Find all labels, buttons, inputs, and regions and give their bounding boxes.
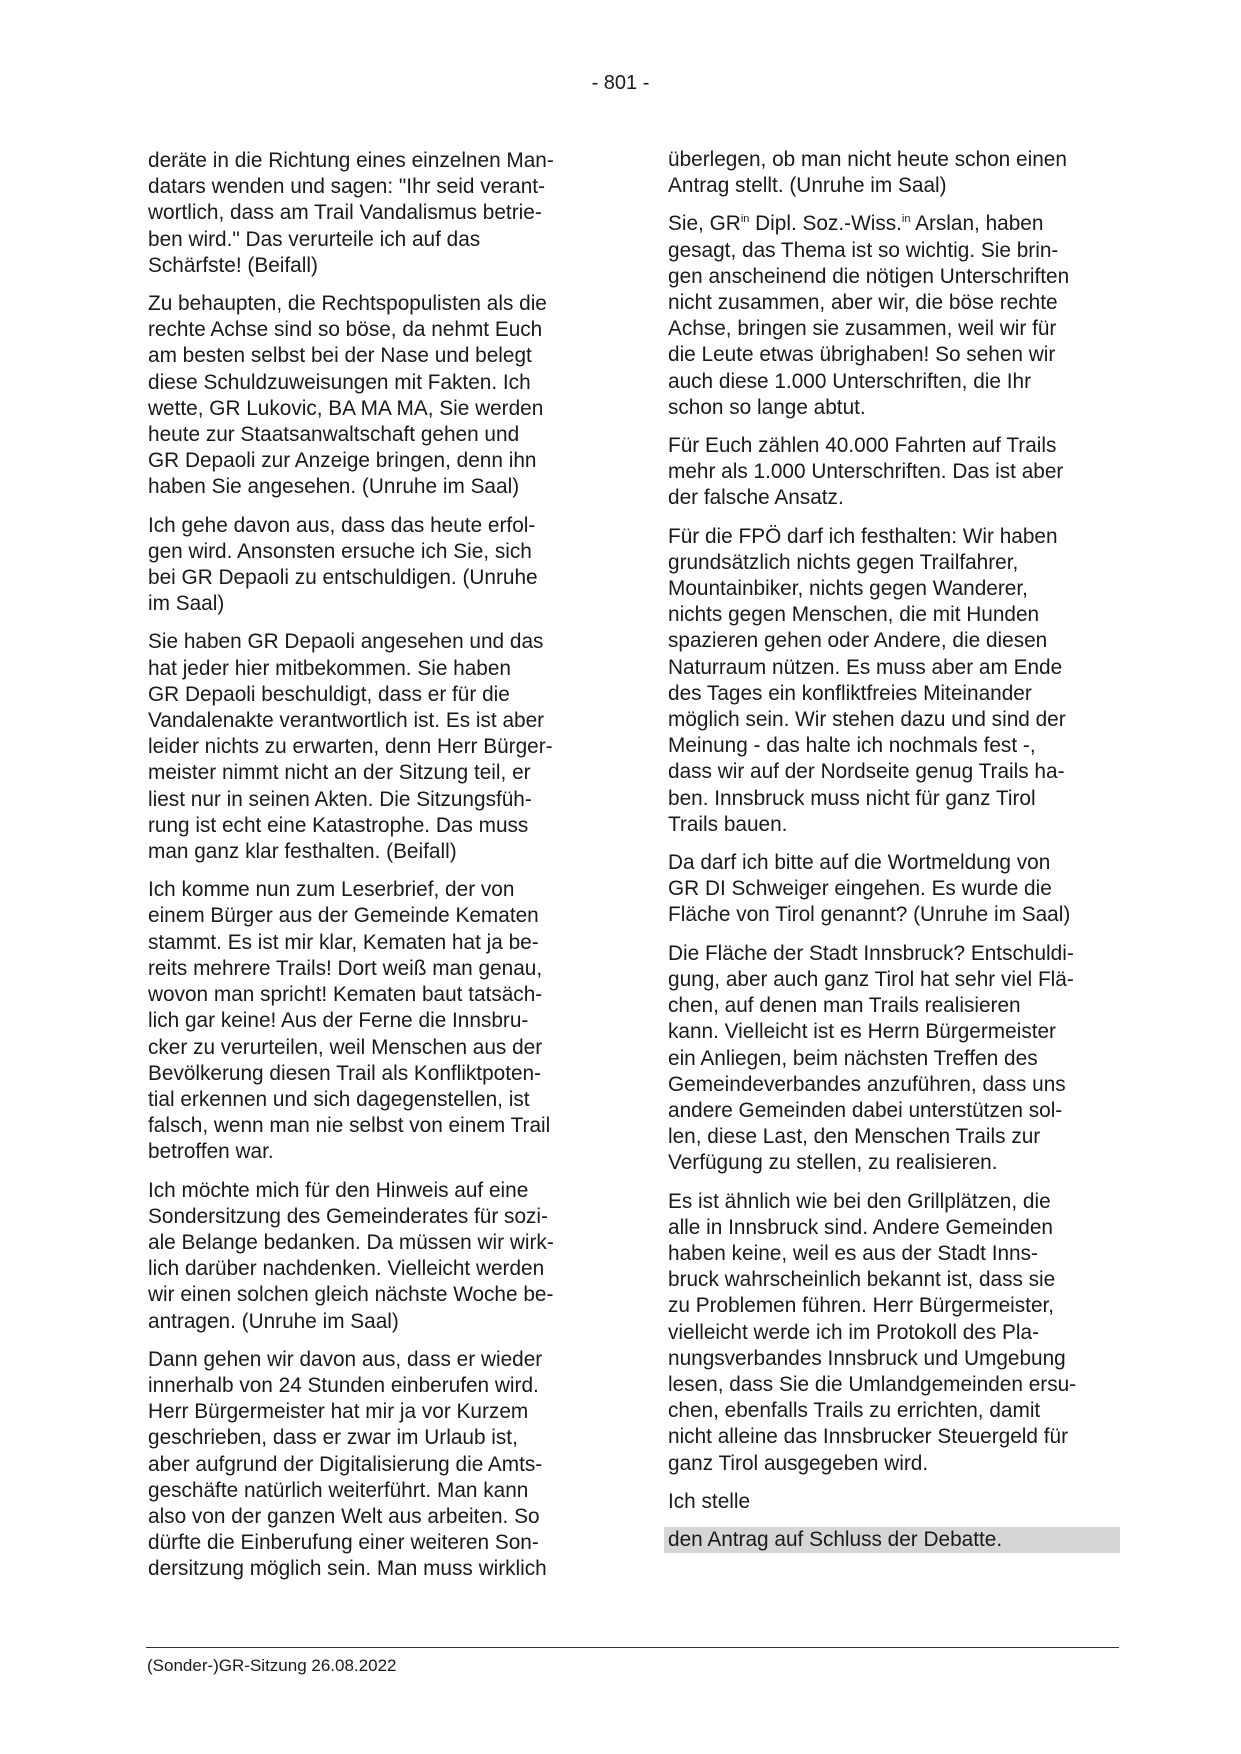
text-line: leider nichts zu erwarten, denn Herr Bürger- xyxy=(148,735,553,759)
footer-divider xyxy=(146,1647,1119,1648)
text-line: ganz Tirol ausgegeben wird. xyxy=(668,1451,929,1475)
text-line: Für die FPÖ darf ich festhalten: Wir haben xyxy=(668,524,1058,548)
text-line: nungsverbandes Innsbruck und Umgebung xyxy=(668,1346,1066,1370)
superscript: in xyxy=(740,213,750,226)
text-line: also von der ganzen Welt aus arbeiten. So xyxy=(148,1504,540,1528)
text-line: Vandalenakte verantwortlich ist. Es ist aber xyxy=(148,709,545,733)
text-line: wir einen solchen gleich nächste Woche be- xyxy=(148,1283,554,1307)
text-line: die Leute etwas übrighaben! So sehen wir xyxy=(668,343,1056,367)
left-column xyxy=(148,148,596,1595)
text-line: betroffen war. xyxy=(148,1140,274,1164)
text-line: meister nimmt nicht an der Sitzung teil, er xyxy=(148,761,531,785)
text-line: wortlich, dass am Trail Vandalismus betrie- xyxy=(148,201,542,225)
text-line: man ganz klar festhalten. (Beifall) xyxy=(148,840,457,864)
text-line: ben. Innsbruck muss nicht für ganz Tirol xyxy=(668,786,1036,810)
text-line: nichts gegen Menschen, die mit Hunden xyxy=(668,603,1040,627)
text-line: gen anscheinend die nötigen Unterschriften xyxy=(668,264,1070,288)
text-line: cker zu verurteilen, weil Menschen aus der xyxy=(148,1035,543,1059)
text-line: kann. Vielleicht ist es Herrn Bürgermeister xyxy=(668,1020,1056,1044)
text-line: wette, GR Lukovic, BA MA MA, Sie werden xyxy=(148,396,544,420)
text-line: grundsätzlich nichts gegen Trailfahrer, xyxy=(668,550,1019,574)
text-line: dersitzung möglich sein. Man muss wirklich xyxy=(148,1557,547,1581)
text-line: Ich möchte mich für den Hinweis auf eine xyxy=(148,1178,529,1202)
text-line: geschäfte natürlich weiterführt. Man kann xyxy=(148,1478,529,1502)
text-line: spazieren gehen oder Andere, die diesen xyxy=(668,629,1048,653)
text-line: des Tages ein konfliktfreies Miteinander xyxy=(668,681,1032,705)
text-line: reits mehrere Trails! Dort weiß man genau, xyxy=(148,956,543,980)
text-line: lich darüber nachdenken. Vielleicht werden xyxy=(148,1257,545,1281)
paragraph xyxy=(148,513,596,618)
text-line: nicht alleine das Innsbrucker Steuergeld für xyxy=(668,1425,1068,1449)
paragraph xyxy=(668,1189,1116,1477)
text-line: Bevölkerung diesen Trail als Konfliktpoten- xyxy=(148,1061,542,1085)
text-line: überlegen, ob man nicht heute schon einen xyxy=(668,148,1067,171)
text-line: hat jeder hier mitbekommen. Sie haben xyxy=(148,656,511,680)
footer-session-label: (Sonder-)GR-Sitzung 26.08.2022 xyxy=(147,1656,397,1675)
paragraph xyxy=(668,850,1116,929)
text-line: Für Euch zählen 40.000 Fahrten auf Trails xyxy=(668,434,1057,458)
paragraph xyxy=(148,1178,596,1335)
text-line: Achse, bringen sie zusammen, weil wir für xyxy=(668,317,1057,341)
text-line: einem Bürger aus der Gemeinde Kematen xyxy=(148,904,539,928)
text-line: andere Gemeinden dabei unterstützen sol- xyxy=(668,1098,1063,1122)
text-line: zu Problemen führen. Herr Bürgermeister, xyxy=(668,1294,1055,1318)
paragraph xyxy=(668,524,1116,838)
text-line: GR DI Schweiger eingehen. Es wurde die xyxy=(668,877,1052,901)
text-line: antragen. (Unruhe im Saal) xyxy=(148,1309,399,1333)
text-line: Ich komme nun zum Leserbrief, der von xyxy=(148,878,515,902)
text-line: Mountainbiker, nichts gegen Wanderer, xyxy=(668,577,1028,601)
paragraph xyxy=(148,1347,596,1583)
paragraph-rest xyxy=(668,238,1116,421)
paragraph xyxy=(668,941,1116,1177)
text-line: Verfügung zu stellen, zu realisieren. xyxy=(668,1151,998,1175)
text-line: dass wir auf der Nordseite genug Trails ha- xyxy=(668,760,1065,784)
text-line: haben keine, weil es aus der Stadt Inns- xyxy=(668,1241,1038,1265)
text-line: ale Belange bedanken. Da müssen wir wirk- xyxy=(148,1230,554,1254)
text-line: haben Sie angesehen. (Unruhe im Saal) xyxy=(148,475,520,499)
text-line: möglich sein. Wir stehen dazu und sind der xyxy=(668,708,1066,732)
text-line: datars wenden und sagen: "Ihr seid verant- xyxy=(148,175,545,199)
text-line: am besten selbst bei der Nase und belegt xyxy=(148,344,532,368)
text-line: chen, auf denen man Trails realisieren xyxy=(668,994,1021,1018)
text-line: Ich stelle xyxy=(668,1489,751,1513)
paragraph xyxy=(668,211,1116,421)
motion-highlight: den Antrag auf Schluss der Debatte. xyxy=(664,1527,1120,1553)
text-line: auch diese 1.000 Unterschriften, die Ihr xyxy=(668,369,1032,393)
text-fragment: Sie, GR xyxy=(668,212,741,236)
text-line: gung, aber auch ganz Tirol hat sehr viel Flä- xyxy=(668,967,1074,991)
text-line: Antrag stellt. (Unruhe im Saal) xyxy=(668,174,947,198)
text-line: lich gar keine! Aus der Ferne die Innsbru- xyxy=(148,1009,529,1033)
text-line: diese Schuldzuweisungen mit Fakten. Ich xyxy=(148,370,531,394)
text-line: Herr Bürgermeister hat mir ja vor Kurzem xyxy=(148,1400,529,1424)
text-line: innerhalb von 24 Stunden einberufen wird. xyxy=(148,1373,539,1397)
paragraph xyxy=(668,433,1116,512)
text-line: Es ist ähnlich wie bei den Grillplätzen, die xyxy=(668,1189,1051,1213)
text-line: tial erkennen und sich dagegenstellen, ist xyxy=(148,1087,530,1111)
text-line: bei GR Depaoli zu entschuldigen. (Unruhe xyxy=(148,566,538,590)
text-line: der falsche Ansatz. xyxy=(668,486,844,510)
text-line: Sie haben GR Depaoli angesehen und das xyxy=(148,630,544,654)
text-line: lesen, dass Sie die Umlandgemeinden ersu- xyxy=(668,1372,1077,1396)
text-line: ein Anliegen, beim nächsten Treffen des xyxy=(668,1046,1038,1070)
paragraph xyxy=(148,291,596,501)
right-column xyxy=(668,147,1116,1553)
text-line: im Saal) xyxy=(148,592,225,616)
text-line: aber aufgrund der Digitalisierung die Amts- xyxy=(148,1452,543,1476)
text-line: Sondersitzung des Gemeinderates für sozi- xyxy=(148,1204,548,1228)
text-line: schon so lange abtut. xyxy=(668,395,866,419)
text-line: alle in Innsbruck sind. Andere Gemeinden xyxy=(668,1215,1053,1239)
text-line: stammt. Es ist mir klar, Kematen hat ja be- xyxy=(148,930,539,954)
text-line: Schärfste! (Beifall) xyxy=(148,253,318,277)
text-line xyxy=(668,211,1116,237)
text-line: Trails bauen. xyxy=(668,812,788,836)
text-line: rung ist echt eine Katastrophe. Das muss xyxy=(148,813,529,837)
text-line: wovon man spricht! Kematen baut tatsäch- xyxy=(148,983,543,1007)
text-line: liest nur in seinen Akten. Die Sitzungsfüh- xyxy=(148,787,532,811)
text-line: Gemeindeverbandes anzuführen, dass uns xyxy=(668,1072,1066,1096)
paragraph xyxy=(668,1489,1116,1515)
page-number: - 801 - xyxy=(591,72,650,94)
text-fragment: Dipl. Soz.-Wiss. xyxy=(749,212,902,236)
text-line: gesagt, das Thema ist so wichtig. Sie brin- xyxy=(668,238,1059,262)
text-line: Fläche von Tirol genannt? (Unruhe im Saal) xyxy=(668,903,1071,927)
text-line: GR Depaoli zur Anzeige bringen, denn ihn xyxy=(148,449,537,473)
text-line: bruck wahrscheinlich bekannt ist, dass sie xyxy=(668,1268,1056,1292)
text-line: GR Depaoli beschuldigt, dass er für die xyxy=(148,682,510,706)
text-line: gen wird. Ansonsten ersuche ich Sie, sich xyxy=(148,539,532,563)
paragraph xyxy=(148,877,596,1165)
paragraph xyxy=(668,147,1116,199)
text-line: ben wird." Das verurteile ich auf das xyxy=(148,227,481,251)
text-line: dürfte die Einberufung einer weiteren Son- xyxy=(148,1531,539,1555)
text-line: mehr als 1.000 Unterschriften. Das ist aber xyxy=(668,460,1064,484)
text-line: Ich gehe davon aus, dass das heute erfol- xyxy=(148,513,536,537)
paragraph xyxy=(148,629,596,865)
text-line: rechte Achse sind so böse, da nehmt Euch xyxy=(148,318,543,342)
text-line: heute zur Staatsanwaltschaft gehen und xyxy=(148,423,520,447)
text-line: geschrieben, dass er zwar im Urlaub ist, xyxy=(148,1426,518,1450)
text-line: Da darf ich bitte auf die Wortmeldung von xyxy=(668,851,1051,875)
text-line: len, diese Last, den Menschen Trails zur xyxy=(668,1125,1041,1149)
text-line: Dann gehen wir davon aus, dass er wieder xyxy=(148,1347,543,1371)
text-line: chen, ebenfalls Trails zu errichten, damit xyxy=(668,1399,1041,1423)
text-fragment: Arslan, haben xyxy=(910,212,1044,236)
superscript: in xyxy=(901,213,911,226)
paragraph xyxy=(148,148,596,279)
text-line: falsch, wenn man nie selbst von einem Trail xyxy=(148,1114,551,1138)
text-line: Die Fläche der Stadt Innsbruck? Entschuldi- xyxy=(668,941,1074,965)
paragraph-group xyxy=(668,433,1116,1515)
text-line: Meinung - das halte ich nochmals fest -, xyxy=(668,734,1036,758)
text-line: deräte in die Richtung eines einzelnen Man- xyxy=(148,149,554,172)
text-line: Naturraum nützen. Es muss aber am Ende xyxy=(668,655,1063,679)
text-line: Zu behaupten, die Rechtspopulisten als die xyxy=(148,292,547,316)
text-line: nicht zusammen, aber wir, die böse rechte xyxy=(668,291,1058,315)
text-line: vielleicht werde ich im Protokoll des Pla- xyxy=(668,1320,1040,1344)
